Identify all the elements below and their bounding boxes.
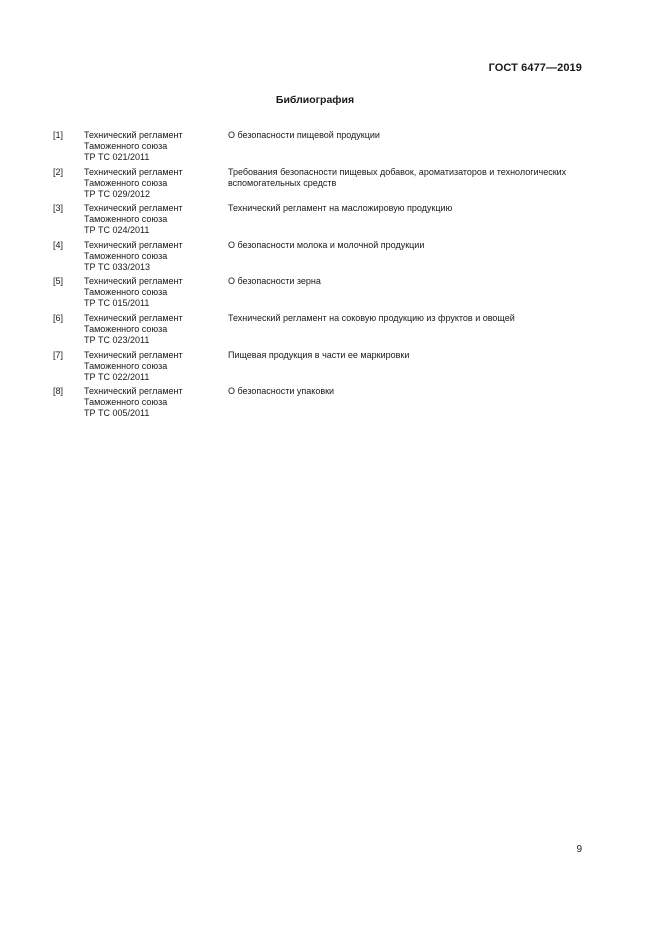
- source-line: Таможенного союза: [84, 360, 168, 371]
- bibliography-entry: [0, 203, 661, 240]
- bibliography-entry: [0, 167, 661, 204]
- entry-source: [84, 386, 224, 419]
- entry-source: [84, 240, 224, 273]
- source-line: ТР ТС 005/2011: [84, 408, 150, 419]
- source-line: ТР ТС 015/2011: [84, 298, 150, 309]
- source-line: Технический регламент: [84, 276, 183, 287]
- bibliography-list: [0, 130, 661, 423]
- source-line: ТР ТС 023/2011: [84, 334, 150, 345]
- source-line: Технический регламент: [84, 239, 183, 250]
- entry-source: [84, 130, 224, 163]
- source-line: ТР ТС 021/2011: [84, 152, 150, 162]
- source-line: Таможенного союза: [84, 287, 168, 298]
- source-line: Технический регламент: [84, 312, 183, 323]
- bibliography-entry: [0, 130, 661, 167]
- entry-title: О безопасности пищевой продукции: [228, 130, 380, 140]
- source-line: Технический регламент: [84, 166, 183, 177]
- entry-title: О безопасности упаковки: [228, 386, 335, 397]
- source-line: Таможенного союза: [84, 250, 168, 261]
- entry-source: [84, 276, 224, 309]
- source-line: ТР ТС 024/2011: [84, 225, 150, 236]
- entry-source: [84, 167, 224, 200]
- entry-title: Требования безопасности пищевых добавок, ароматизаторов и технологических вспомогательных средств: [228, 166, 567, 188]
- entry-number: [4]: [53, 239, 64, 250]
- source-line: Таможенного союза: [84, 141, 168, 151]
- source-line: ТР ТС 029/2012: [84, 188, 151, 199]
- bibliography-entry: [0, 240, 661, 277]
- entry-number: [6]: [53, 312, 64, 323]
- entry-source: [84, 350, 224, 383]
- source-line: Таможенного союза: [84, 214, 168, 225]
- source-line: Технический регламент: [84, 130, 183, 140]
- source-line: Технический регламент: [84, 349, 183, 360]
- bibliography-entry: [0, 350, 661, 387]
- source-line: Таможенного союза: [84, 177, 168, 188]
- source-line: Таможенного союза: [84, 323, 168, 334]
- page-title: Библиография: [275, 94, 355, 106]
- source-line: Технический регламент: [84, 386, 183, 397]
- page-number: 9: [576, 844, 582, 855]
- document-code: ГОСТ 6477—2019: [488, 62, 582, 74]
- source-line: Технический регламент: [84, 203, 183, 214]
- entry-number: [5]: [53, 276, 64, 287]
- entry-number: [7]: [53, 349, 64, 360]
- entry-number: [8]: [53, 386, 64, 397]
- entry-title: О безопасности молока и молочной продукции: [228, 239, 425, 250]
- entry-title: Технический регламент на масложировую продукцию: [228, 203, 453, 214]
- entry-title: О безопасности зерна: [228, 276, 321, 287]
- entry-title: Пищевая продукция в части ее маркировки: [228, 349, 410, 360]
- entry-number: [3]: [53, 203, 64, 214]
- entry-number: [1]: [53, 130, 64, 140]
- entry-number: [2]: [53, 166, 64, 177]
- source-line: ТР ТС 033/2013: [84, 261, 151, 272]
- bibliography-entry: [0, 386, 661, 423]
- entry-source: [84, 313, 224, 346]
- entry-title: Технический регламент на соковую продукцию из фруктов и овощей: [228, 312, 515, 323]
- source-line: Таможенного союза: [84, 397, 168, 408]
- source-line: ТР ТС 022/2011: [84, 371, 150, 382]
- bibliography-entry: [0, 276, 661, 313]
- entry-source: [84, 203, 224, 236]
- bibliography-entry: [0, 313, 661, 350]
